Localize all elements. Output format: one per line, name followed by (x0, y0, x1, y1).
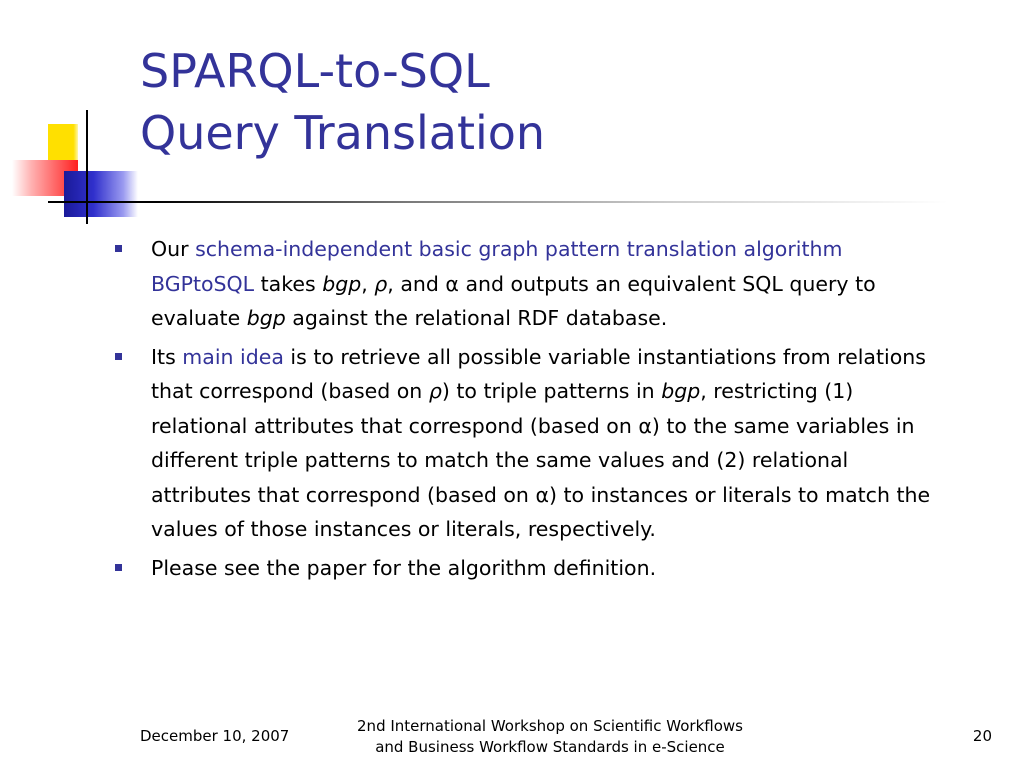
bullet-text: is to retrieve all possible variable instantiations from relations that correspond (based on (151, 344, 926, 403)
bullet-text: ) to instances or literals to match the values of those instances or literals, respectively. (151, 482, 931, 541)
footer-event-line: and Business Workflow Standards in e-Science (375, 738, 725, 756)
italic-term: ρ (428, 379, 442, 403)
bullet-text: , (361, 271, 375, 296)
bullet-list (114, 232, 934, 589)
italic-term: bgp (246, 306, 286, 330)
bullet-item (114, 340, 934, 547)
bullet-marker-icon (115, 353, 122, 360)
bullet-text: , restricting (1) relational attributes that correspond (based on (151, 379, 854, 438)
title-underline-rule (48, 201, 948, 203)
bullet-item (114, 551, 934, 586)
bullet-text: ) to the same variables in different triple patterns to match the same values and (2) relational attributes that correspond (based on (151, 413, 915, 507)
footer-event-line: 2nd International Workshop on Scientific Workflows (357, 717, 743, 735)
bullet-text: takes (254, 271, 323, 296)
highlighted-term: schema-independent basic graph pattern translation algorithm BGPtoSQL (151, 237, 843, 296)
footer-date: December 10, 2007 (140, 727, 290, 745)
bullet-text: α (638, 413, 652, 438)
bullet-item (114, 232, 934, 336)
bullet-text: Its (151, 344, 183, 369)
italic-term: ρ (374, 271, 388, 296)
bullet-text: α (535, 482, 549, 507)
italic-term: bgp (322, 271, 362, 296)
slide-title-line: SPARQL-to-SQL (140, 44, 490, 98)
bullet-text: against the relational RDF database. (285, 306, 668, 330)
slide-title (140, 40, 940, 164)
highlighted-term: main idea (182, 344, 284, 369)
bullet-marker-icon (115, 245, 122, 252)
bullet-text: and outputs an equivalent SQL query to evaluate (151, 271, 876, 330)
bullet-text: α (445, 271, 459, 296)
bullet-text: Please see the paper for the algorithm definition. (151, 555, 657, 580)
decorative-vertical-line (86, 110, 88, 224)
slide-title-line: Query Translation (140, 106, 546, 160)
bullet-marker-icon (115, 564, 122, 571)
footer-event (330, 716, 770, 758)
bullet-text: ) to triple patterns in (441, 379, 662, 403)
page-number: 20 (972, 727, 992, 745)
bullet-text: Our (151, 237, 196, 261)
bullet-text: , and (387, 271, 446, 296)
decorative-blue-block (64, 171, 138, 217)
italic-term: bgp (661, 379, 701, 403)
